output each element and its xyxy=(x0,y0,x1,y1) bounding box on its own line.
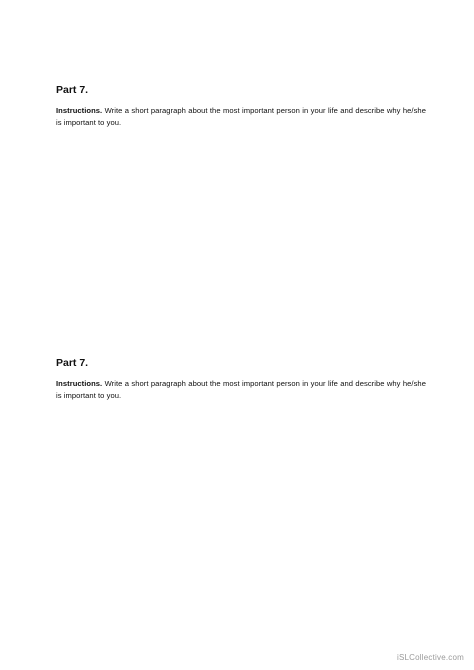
instructions-label: Instructions. xyxy=(56,106,103,115)
instructions-label: Instructions. xyxy=(56,379,103,388)
instructions-paragraph xyxy=(56,105,426,129)
part-section-2 xyxy=(56,357,426,402)
site-watermark: iSLCollective.com xyxy=(397,653,464,662)
instructions-text: Write a short paragraph about the most important person in your life and describe why he/she is important to you. xyxy=(56,106,426,127)
instructions-paragraph xyxy=(56,378,426,402)
part-section-1 xyxy=(56,84,426,129)
instructions-text: Write a short paragraph about the most important person in your life and describe why he/she is important to you. xyxy=(56,379,426,400)
part-heading: Part 7. xyxy=(56,84,89,96)
part-heading: Part 7. xyxy=(56,357,89,369)
